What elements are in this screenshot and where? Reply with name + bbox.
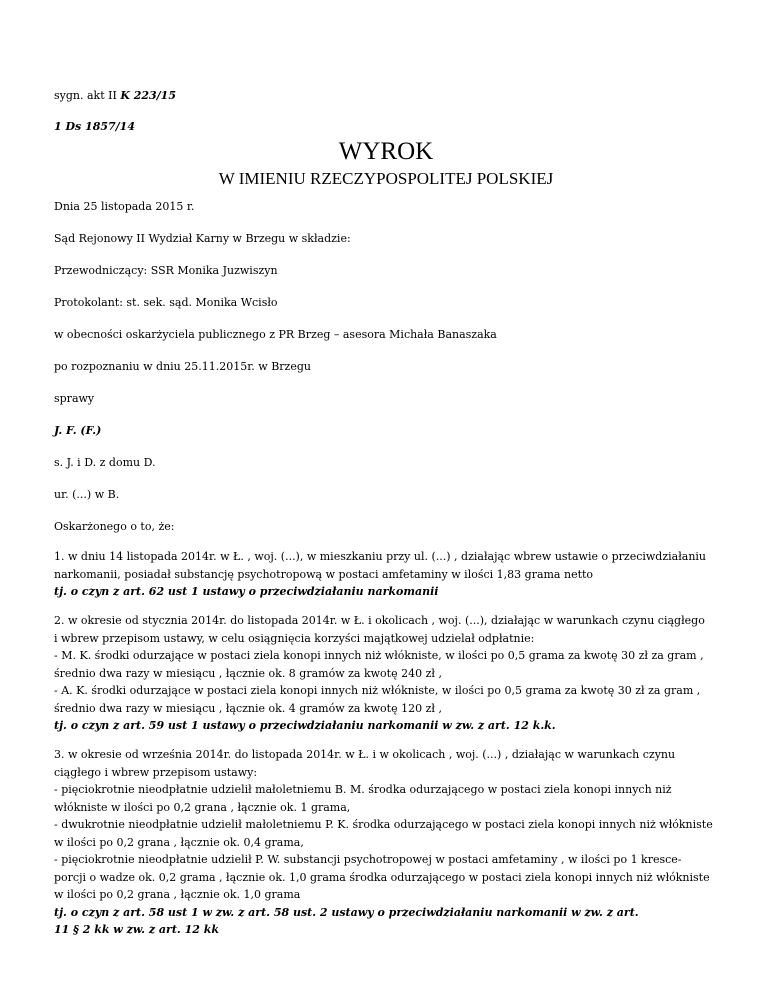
charge-2-line: średnio dwa razy w miesiącu , łącznie ok. 8 gramów za kwotę 240 zł , (54, 666, 442, 680)
verdict-date: Dnia 25 listopada 2015 r. (54, 200, 195, 213)
defendant-parents: s. J. i D. z domu D. (54, 456, 156, 469)
charge-2-line: - A. K. środki odurzające w postaci ziela konopi innych niż włókniste, w ilości po 0,5 grama za kwotę 30 zł za gram , (54, 684, 701, 697)
accusation-intro: Oskarżonego o to, że: (54, 520, 175, 533)
charge-2-line: i wbrew przepisom ustawy, w celu osiągnięcia korzyści majątkowej udzielał odpłatnie: (54, 631, 535, 645)
charge-3 (54, 746, 718, 939)
charge-3-line: ciągłego i wbrew przepisom ustawy: (54, 765, 258, 779)
prosecutor-presence: w obecności oskarżyciela publicznego z PR Brzeg – asesora Michała Banaszaka (54, 328, 497, 341)
court-clerk: Protokolant: st. sek. sąd. Monika Wcisło (54, 296, 278, 309)
charge-2 (54, 612, 718, 735)
verdict-title: WYROK (338, 138, 434, 165)
case-signature (54, 88, 176, 104)
charge-3-line: 3. w okresie od września 2014r. do listopada 2014r. w Ł. i w okolicach , woj. (...) , działając w warunkach czynu (54, 748, 676, 761)
defendant-birth: ur. (...) w B. (54, 488, 120, 501)
presiding-judge: Przewodniczący: SSR Monika Juzwiszyn (54, 264, 278, 277)
charge-1-line: 1. w dniu 14 listopada 2014r. w Ł. , woj. (...), w mieszkaniu przy ul. (...) , działając wbrew ustawie o przeciwdziałaniu (54, 550, 707, 563)
ds-reference: 1 Ds 1857/14 (54, 120, 135, 133)
signature-prefix: sygn. akt II (54, 89, 121, 102)
hearing-info: po rozpoznaniu w dniu 25.11.2015r. w Brzegu (54, 360, 311, 373)
case-word: sprawy (54, 392, 95, 405)
defendant-name: J. F. (F.) (54, 424, 102, 437)
charge-3-line: - dwukrotnie nieodpłatnie udzielił małoletniemu P. K. środka odurzającego w postaci ziela konopi innych niż włókniste (54, 818, 713, 831)
charge-2-legal-basis: tj. o czyn z art. 59 ust 1 ustawy o przeciwdziałaniu narkomanii w zw. z art. 12 k.k. (54, 719, 556, 732)
signature-number: K 223/15 (120, 89, 176, 102)
charge-3-line: porcji o wadze ok. 0,2 grama , łącznie ok. 1,0 grama środka odurzającego w postaci ziela konopi innych niż włókniste (54, 870, 710, 884)
verdict-subtitle: W IMIENIU RZECZYPOSPOLITEJ POLSKIEJ (218, 169, 554, 188)
charge-2-line: 2. w okresie od stycznia 2014r. do listopada 2014r. w Ł. i okolicach , woj. (...), działając w warunkach czynu ciągłego (54, 614, 705, 627)
charge-3-line: w ilości po 0,2 grana , łącznie ok. 0,4 grama, (54, 835, 304, 849)
charge-2-line: - M. K. środki odurzające w postaci ziela konopi innych niż włókniste, w ilości po 0,5 grama za kwotę 30 zł za gram , (54, 649, 704, 662)
court-composition: Sąd Rejonowy II Wydział Karny w Brzegu w składzie: (54, 232, 351, 245)
charge-3-line: - pięciokrotnie nieodpłatnie udzielił P. W. substancji psychotropowej w postaci amfetaminy , w ilości po 1 krescе- (54, 853, 682, 866)
charge-3-line: - pięciokrotnie nieodpłatnie udzielił małoletniemu B. M. środka odurzającego w postaci ziela konopi innych niż (54, 783, 672, 796)
charge-3-line: w ilości po 0,2 grana , łącznie ok. 1,0 grama (54, 888, 301, 901)
charge-3-line: włókniste w ilości po 0,2 grana , łącznie ok. 1 grama, (54, 800, 351, 814)
charge-1-legal-basis: tj. o czyn z art. 62 ust 1 ustawy o przeciwdziałaniu narkomanii (54, 585, 439, 598)
charge-2-line: średnio dwa razy w miesiącu , łącznie ok. 4 gramów za kwotę 120 zł , (54, 701, 442, 715)
charge-3-legal-basis: 11 § 2 kk w zw. z art. 12 kk (54, 923, 219, 936)
charge-1-line: narkomanii, posiadał substancję psychotropową w postaci amfetaminy w ilości 1,83 grama netto (54, 567, 594, 581)
charge-3-legal-basis: tj. o czyn z art. 58 ust 1 w zw. z art. 58 ust. 2 ustawy o przeciwdziałaniu narkomanii w zw. z art. (54, 905, 639, 919)
charge-1 (54, 548, 718, 601)
